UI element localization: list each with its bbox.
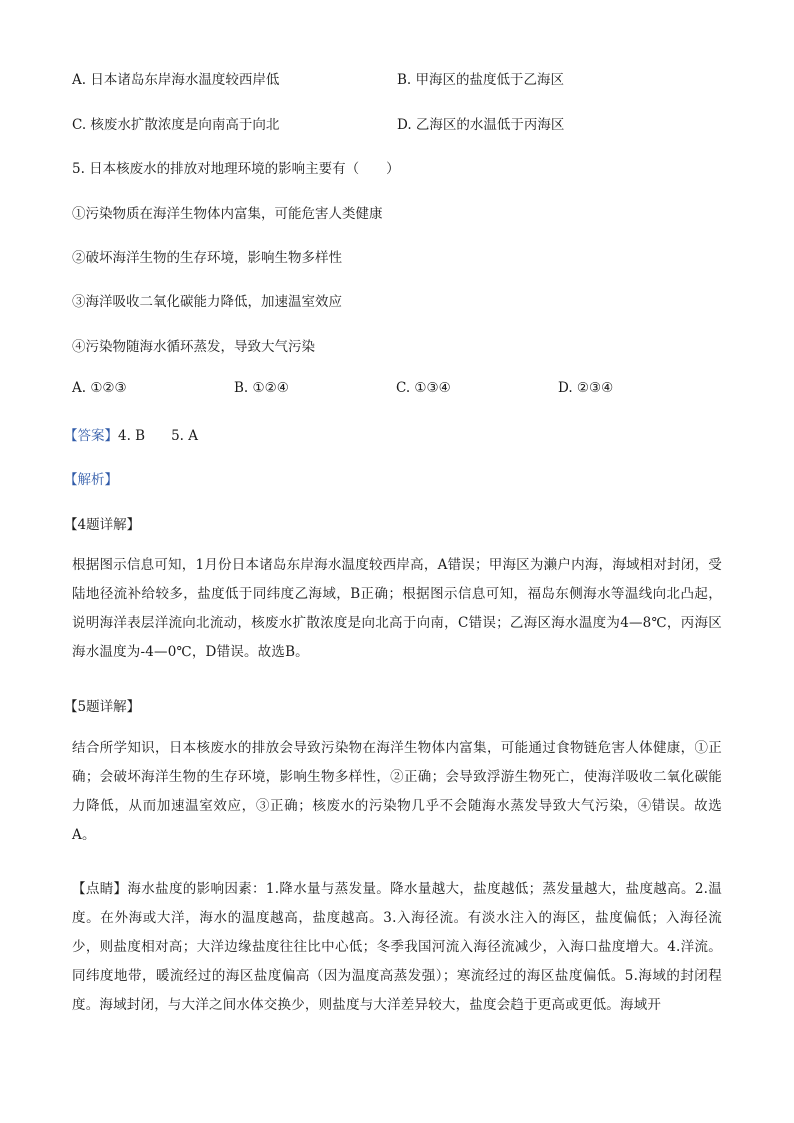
q4-option-d: D. 乙海区的水温低于丙海区 — [397, 117, 565, 133]
tip-paragraph — [72, 875, 722, 1020]
q4-option-a: A. 日本诸岛东岸海水温度较西岸低 — [72, 72, 280, 88]
answer-line — [64, 424, 198, 444]
answer-q5: 5. A — [171, 428, 199, 444]
q5-item-3: ③海洋吸收二氧化碳能力降低，加速温室效应 — [72, 294, 342, 310]
q5-option-b: B. ①②④ — [234, 380, 289, 396]
q4-option-c: C. 核废水扩散浓度是向南高于向北 — [72, 117, 280, 133]
q4-option-b: B. 甲海区的盐度低于乙海区 — [397, 72, 565, 88]
q5-item-4: ④污染物随海水循环蒸发，导致大气污染 — [72, 339, 315, 355]
q4-detail-heading: 【4题详解】 — [64, 517, 141, 533]
q5-detail-text: 结合所学知识，日本核废水的排放会导致污染物在海洋生物体内富集，可能通过食物链危害人体健康，①正确；会破坏海洋生物的生存环境，影响生物多样性，②正确；会导致浮游生物死亡，使海洋吸收二氧化碳能力降低，从而加速温室效应，③正确；核废水的污染物几乎不会随海水蒸发导致大气污染，④错误。故选A。 — [72, 740, 722, 843]
tip-text: 海水盐度的影响因素：1.降水量与蒸发量。降水量越大，盐度越低；蒸发量越大，盐度越高。2.温度。在外海或大洋，海水的温度越高，盐度越高。3.入海径流。有淡水注入的海区，盐度偏低；入海径流少，则盐度相对高；大洋边缘盐度往往比中心低；冬季我国河流入海径流减少，入海口盐度增大。4.洋流。同纬度地带，暖流经过的海区盐度偏高（因为温度高蒸发强）；寒流经过的海区盐度偏低。5.海域的封闭程度。海域封闭，与大洋之间水体交换少，则盐度与大洋差异较大，盐度会趋于更高或更低。海域开 — [72, 881, 722, 1013]
q5-option-c: C. ①③④ — [396, 380, 451, 396]
q4-detail-text: 根据图示信息可知，1月份日本诸岛东岸海水温度较西岸高，A错误；甲海区为濑户内海，海域相对封闭，受陆地径流补给较多，盐度低于同纬度乙海域，B正确；根据图示信息可知，福岛东侧海水等温线向北凸起，说明海洋表层洋流向北流动，核废水扩散浓度是向北高于向南，C错误；乙海区海水温度为4—8℃，丙海区海水温度为-4—0℃，D错误。故选B。 — [72, 557, 722, 660]
analysis-label: 【解析】 — [64, 472, 118, 488]
q5-stem: 5. 日本核废水的排放对地理环境的影响主要有（ ） — [72, 161, 400, 177]
answer-label: 【答案】 — [64, 428, 118, 444]
q5-option-a: A. ①②③ — [72, 380, 127, 396]
answer-q4: 4. B — [118, 428, 146, 444]
q5-detail-heading: 【5题详解】 — [64, 699, 141, 715]
q5-item-1: ①污染物质在海洋生物体内富集，可能危害人类健康 — [72, 206, 383, 222]
q5-item-2: ②破坏海洋生物的生存环境，影响生物多样性 — [72, 250, 342, 266]
tip-label: 【点睛】 — [72, 881, 128, 897]
q5-option-d: D. ②③④ — [558, 380, 614, 396]
